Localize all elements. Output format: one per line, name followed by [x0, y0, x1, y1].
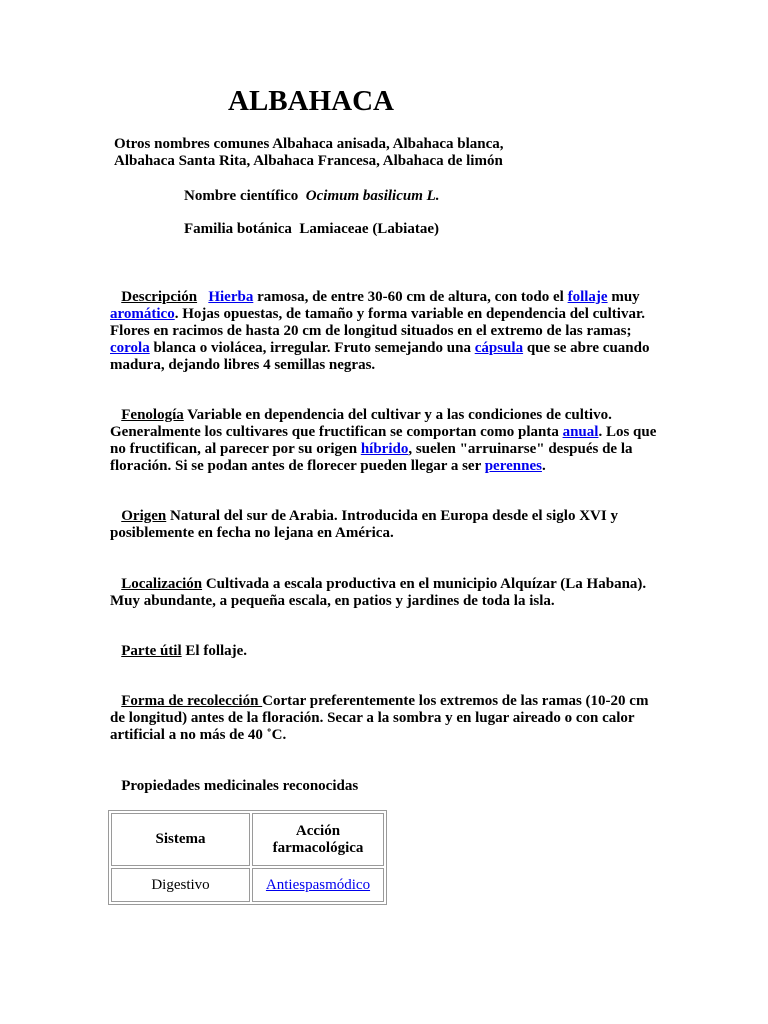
fenologia-text-2: . Los que no fructifican, al parecer por su origen [110, 424, 657, 457]
section-fenologia [110, 407, 662, 475]
descripcion-text-1: ramosa, de entre 30-60 cm de altura, con todo el [253, 289, 568, 305]
scientific-name-label: Nombre científico [184, 188, 299, 204]
parte-util-text: El follaje. [181, 643, 248, 659]
descripcion-text-4: blanca o violácea, irregular. Fruto semejando una [149, 340, 475, 356]
forma-recoleccion-text: Cortar preferentemente los extremos de las ramas (10-20 cm de longitud) antes de la floración. Secar a la sombra y en lugar aireado o con calor artificial a no más de 40 ˚C. [110, 693, 649, 743]
section-descripcion [110, 289, 662, 374]
fenologia-label: Fenología [121, 407, 184, 423]
section-forma-recoleccion [110, 693, 662, 744]
table-cell-sistema: Digestivo [111, 868, 250, 902]
section-localizacion [110, 576, 662, 610]
propiedades-heading [110, 778, 662, 795]
properties-table [108, 810, 387, 905]
descripcion-text-2: muy [607, 289, 640, 305]
link-follaje[interactable]: follaje [567, 289, 608, 305]
descripcion-text-3: . Hojas opuestas, de tamaño y forma variable en dependencia del cultivar. Flores en racimos de hasta 20 cm de longitud situados en el extremo de las ramas; [110, 306, 645, 339]
scientific-name-value: Ocimum basilicum L. [305, 188, 440, 204]
propiedades-heading-text: Propiedades medicinales reconocidas [121, 778, 359, 794]
other-names-label: Otros nombres comunes [114, 136, 270, 152]
link-aromatico[interactable]: aromático [110, 306, 175, 322]
botanical-family-value: Lamiaceae (Labiatae) [299, 221, 439, 237]
page-title: ALBAHACA [228, 85, 394, 117]
table-header-sistema: Sistema [111, 813, 250, 866]
botanical-family [184, 221, 439, 238]
fenologia-text-4: . [541, 458, 546, 474]
link-capsula[interactable]: cápsula [474, 340, 524, 356]
botanical-family-label: Familia botánica [184, 221, 292, 237]
table-header-row [111, 813, 384, 866]
forma-recoleccion-label: Forma de recolección [121, 693, 263, 709]
fenologia-text-1: Variable en dependencia del cultivar y a las condiciones de cultivo. Generalmente los cultivares que fructifican se comportan como planta [110, 407, 612, 440]
other-names-value: Albahaca anisada, Albahaca blanca, Albahaca Santa Rita, Albahaca Francesa, Albahaca de limón [114, 136, 504, 169]
scientific-name [184, 188, 440, 205]
fenologia-text-3: , suelen "arruinarse" después de la floración. Si se podan antes de florecer pueden llegar a ser [110, 441, 633, 474]
table-cell-accion [252, 868, 384, 902]
section-origen [110, 508, 662, 542]
localizacion-text: Cultivada a escala productiva en el municipio Alquízar (La Habana). Muy abundante, a pequeña escala, en patios y jardines de toda la isla. [110, 576, 647, 609]
table-header-accion: Acción farmacológica [252, 813, 384, 866]
descripcion-text-5: que se abre cuando madura, dejando libres 4 semillas negras. [110, 340, 650, 373]
other-names [114, 136, 554, 170]
link-hibrido[interactable]: híbrido [360, 441, 409, 457]
link-perennes[interactable]: perennes [484, 458, 542, 474]
link-hierba[interactable]: Hierba [208, 289, 254, 305]
section-parte-util [110, 643, 662, 660]
localizacion-label: Localización [121, 576, 203, 592]
table-row [111, 868, 384, 902]
descripcion-label: Descripción [121, 289, 198, 305]
link-anual[interactable]: anual [562, 424, 599, 440]
origen-label: Origen [121, 508, 167, 524]
link-antiespasmodico[interactable]: Antiespasmódico [265, 876, 371, 893]
parte-util-label: Parte útil [121, 643, 182, 659]
origen-text: Natural del sur de Arabia. Introducida en Europa desde el siglo XVI y posiblemente en fecha no lejana en América. [110, 508, 618, 541]
link-corola[interactable]: corola [110, 340, 150, 356]
